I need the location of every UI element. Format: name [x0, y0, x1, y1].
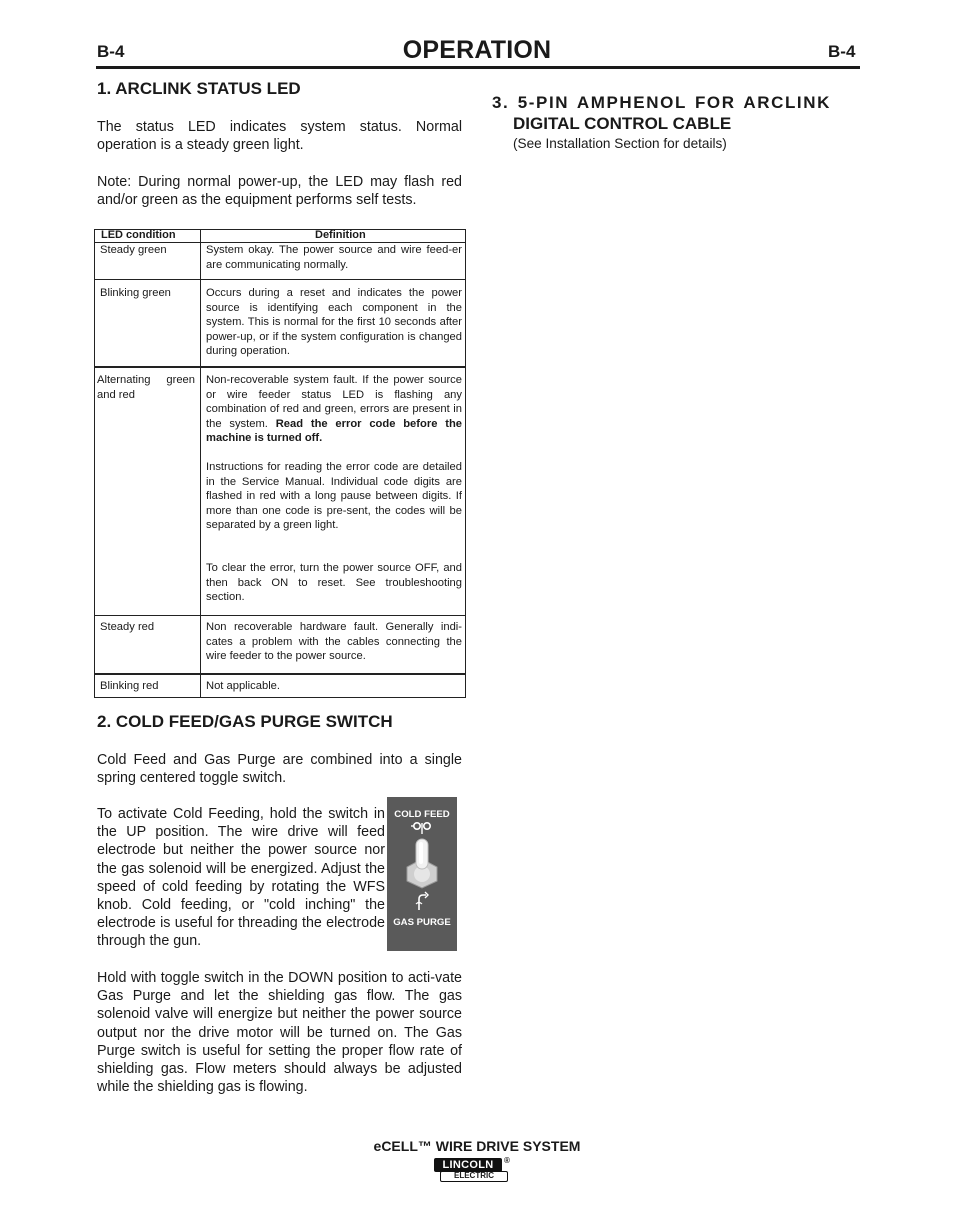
- table-row-definition-paragraph: To clear the error, turn the power source OFF, and then back ON to reset. See troubleshooting section.: [206, 562, 462, 604]
- page-title: OPERATION: [402, 36, 552, 64]
- table-column-divider: [200, 230, 201, 697]
- section2-gas-purge-text: Hold with toggle switch in the DOWN position to acti-vate Gas Purge and let the shielding gas flow. The gas solenoid valve will energize but neither the power source output nor the drive motor will be turned on. The Gas Purge switch is useful for setting the proper flow rate of shielding gas. Flow meters should always be adjusted while the shielding gas is flowing.: [97, 970, 462, 1096]
- section2-intro: Cold Feed and Gas Purge are combined into a single spring centered toggle switch.: [97, 752, 462, 787]
- table-row-definition: Non recoverable hardware fault. Generally indi-cates a problem with the cables connecting the wire feeder to the power source.: [206, 621, 462, 663]
- logo-lincoln: LINCOLN: [434, 1158, 502, 1172]
- table-row-condition: Steady green: [100, 244, 167, 256]
- section1-note: Note: During normal power-up, the LED may flash red and/or green as the equipment performs self tests.: [97, 174, 462, 209]
- page-code-left: B-4: [97, 42, 125, 61]
- page-code-right: B-4: [828, 42, 856, 61]
- table-row-divider: [95, 673, 465, 675]
- table-header-condition: LED condition: [101, 229, 176, 241]
- cold-feed-icon: [409, 821, 435, 835]
- section2-heading: 2. COLD FEED/GAS PURGE SWITCH: [97, 712, 393, 731]
- section3-heading-line2: DIGITAL CONTROL CABLE: [513, 114, 732, 133]
- definition-emphasis: Read the error code before the machine is turned off.: [206, 417, 462, 445]
- logo-registered-mark: ®: [504, 1156, 510, 1165]
- table-row-divider: [95, 279, 465, 280]
- gas-purge-icon: [413, 890, 431, 912]
- table-row-condition: Steady red: [100, 621, 155, 633]
- footer-product-name: eCELL™ WIRE DRIVE SYSTEM: [373, 1138, 581, 1154]
- table-row-definition: Not applicable.: [206, 680, 281, 692]
- section3-note: (See Installation Section for details): [513, 136, 727, 151]
- table-row-definition: [206, 373, 462, 446]
- toggle-switch-icon: [399, 837, 445, 889]
- section1-intro: The status LED indicates system status. Normal operation is a steady green light.: [97, 119, 462, 154]
- lincoln-electric-logo: [434, 1158, 510, 1184]
- table-row-condition: Blinking green: [100, 287, 171, 299]
- table-row-divider: [95, 615, 465, 616]
- table-row-definition: Occurs during a reset and indicates the power source is identifying each component in the system. This is normal for the first 10 seconds after power-up, or if the system configuration is changed during operation.: [206, 287, 462, 358]
- section3-heading-line1: 3. 5-PIN AMPHENOL FOR ARCLINK: [492, 93, 832, 112]
- section2-cold-feed-text: To activate Cold Feeding, hold the switch in the UP position. The wire drive will feed electrode but neither the power source nor the gas solenoid will be energized. Adjust the speed of cold feeding by rotating the WFS knob. Cold feeding, or "cold inching" the electrode is useful for threading the electrode through the gun.: [97, 806, 385, 950]
- table-row-condition: Blinking red: [100, 680, 159, 692]
- table-row-condition: Alternating green and red: [97, 374, 195, 401]
- definition-text: Non-recoverable system fault. If the power source or wire feeder status LED is flashing any combination of red and green, errors are present in the system.: [206, 374, 462, 430]
- led-table: [94, 229, 466, 698]
- header-rule: [96, 66, 860, 69]
- table-header-definition: Definition: [315, 229, 366, 241]
- cold-feed-label: COLD FEED: [394, 809, 450, 820]
- gas-purge-label: GAS PURGE: [393, 917, 451, 928]
- logo-electric: ELECTRIC: [440, 1171, 508, 1182]
- table-row-definition-paragraph: Instructions for reading the error code are detailed in the Service Manual. Individual code digits are flashed in red with a long pause between digits. If more than one code is pre-sent, the codes will be separated by a green light.: [206, 461, 462, 532]
- table-row-definition: System okay. The power source and wire feed-er are communicating normally.: [206, 244, 462, 271]
- section1-heading: 1. ARCLINK STATUS LED: [97, 79, 301, 98]
- table-row-divider: [95, 366, 465, 368]
- cold-feed-gas-purge-graphic: [387, 797, 457, 951]
